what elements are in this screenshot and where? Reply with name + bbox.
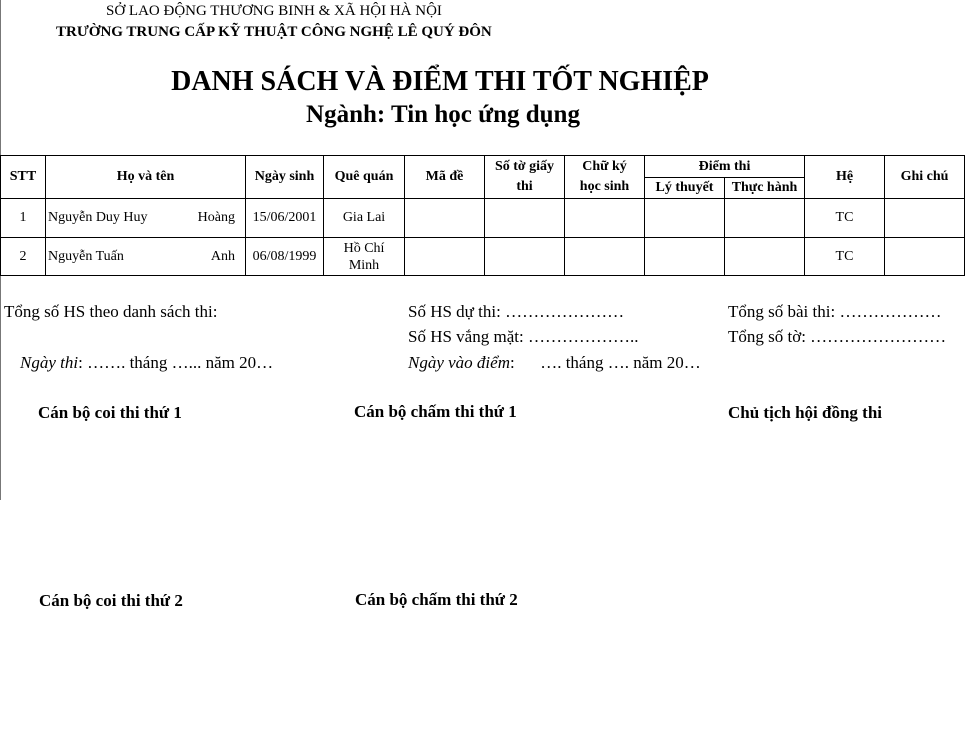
cell-first-name: Nguyễn Duy Huy bbox=[48, 210, 148, 225]
cell-dob: 06/08/1999 bbox=[246, 238, 324, 276]
cell-signature bbox=[565, 199, 645, 238]
total-sheets: Tổng số tờ: …………………… bbox=[728, 327, 947, 346]
cell-practice bbox=[725, 238, 805, 276]
page-subtitle: Ngành: Tin học ứng dụng bbox=[306, 101, 580, 128]
cell-theory bbox=[645, 199, 725, 238]
header-dob: Ngày sinh bbox=[246, 156, 324, 199]
entry-date-value: : …. tháng …. năm 20… bbox=[509, 353, 701, 372]
exam-date bbox=[20, 353, 273, 373]
cell-stt: 2 bbox=[1, 238, 46, 276]
cell-name bbox=[46, 199, 246, 238]
header-pages-line1: Số tờ giấy bbox=[494, 159, 555, 174]
cell-dob: 15/06/2001 bbox=[246, 199, 324, 238]
attending-count: Số HS dự thi: ………………… bbox=[408, 302, 625, 321]
header-signature-line2: học sinh bbox=[579, 179, 630, 194]
cell-note bbox=[885, 199, 965, 238]
cell-theory bbox=[645, 238, 725, 276]
header-note: Ghi chú bbox=[885, 156, 965, 199]
entry-date-label: Ngày vào điểm bbox=[408, 353, 510, 372]
header-practice: Thực hành bbox=[725, 178, 805, 199]
cell-exam-code bbox=[405, 199, 485, 238]
header-exam-code: Mã đề bbox=[405, 156, 485, 199]
page-title: DANH SÁCH VÀ ĐIỂM THI TỐT NGHIỆP bbox=[171, 66, 709, 97]
school-name: TRƯỜNG TRUNG CẤP KỸ THUẬT CÔNG NGHỆ LÊ QUÝ ĐÔN bbox=[56, 24, 492, 40]
cell-system: TC bbox=[805, 199, 885, 238]
cell-hometown bbox=[324, 238, 405, 276]
grader-1-signature-label: Cán bộ chấm thi thứ 1 bbox=[354, 402, 517, 421]
ministry-name: SỞ LAO ĐỘNG THƯƠNG BINH & XÃ HỘI HÀ NỘI bbox=[106, 3, 442, 19]
cell-pages bbox=[485, 199, 565, 238]
cell-hometown-line1: Gia Lai bbox=[342, 210, 386, 225]
cell-practice bbox=[725, 199, 805, 238]
cell-last-name: Anh bbox=[210, 249, 235, 264]
header-signature-line1: Chữ ký bbox=[582, 159, 627, 174]
cell-system: TC bbox=[805, 238, 885, 276]
cell-hometown-line2: Minh bbox=[348, 257, 380, 273]
header-hometown: Quê quán bbox=[324, 156, 405, 199]
grader-2-signature-label: Cán bộ chấm thi thứ 2 bbox=[355, 590, 518, 609]
header-pages-line2: thi bbox=[516, 179, 533, 194]
header-system: Hệ bbox=[805, 156, 885, 199]
entry-date bbox=[408, 353, 701, 373]
header-stt: STT bbox=[1, 156, 46, 199]
total-papers: Tổng số bài thi: ……………… bbox=[728, 302, 942, 321]
exam-date-label: Ngày thi bbox=[20, 353, 79, 372]
cell-name bbox=[46, 238, 246, 276]
cell-exam-code bbox=[405, 238, 485, 276]
header-signature bbox=[565, 156, 645, 199]
table-row bbox=[1, 199, 965, 238]
proctor-2-signature-label: Cán bộ coi thi thứ 2 bbox=[39, 591, 183, 610]
chair-signature-label: Chủ tịch hội đồng thi bbox=[728, 403, 882, 422]
cell-signature bbox=[565, 238, 645, 276]
header-name: Họ và tên bbox=[46, 156, 246, 199]
total-listed-label: Tổng số HS theo danh sách thi: bbox=[4, 302, 218, 321]
proctor-1-signature-label: Cán bộ coi thi thứ 1 bbox=[38, 403, 182, 422]
table-row bbox=[1, 238, 965, 276]
cell-last-name: Hoàng bbox=[197, 210, 235, 225]
cell-first-name: Nguyễn Tuấn bbox=[48, 249, 124, 264]
absent-count: Số HS vắng mặt: ……………….. bbox=[408, 327, 639, 346]
header-score-group: Điểm thi bbox=[645, 156, 805, 178]
header-pages bbox=[485, 156, 565, 199]
cell-note bbox=[885, 238, 965, 276]
exam-date-value: : ……. tháng …... năm 20… bbox=[78, 353, 274, 372]
cell-hometown-line1: Hồ Chí bbox=[343, 240, 385, 256]
cell-pages bbox=[485, 238, 565, 276]
exam-results-table bbox=[0, 155, 965, 276]
cell-hometown bbox=[324, 199, 405, 238]
header-theory: Lý thuyết bbox=[645, 178, 725, 199]
cell-stt: 1 bbox=[1, 199, 46, 238]
